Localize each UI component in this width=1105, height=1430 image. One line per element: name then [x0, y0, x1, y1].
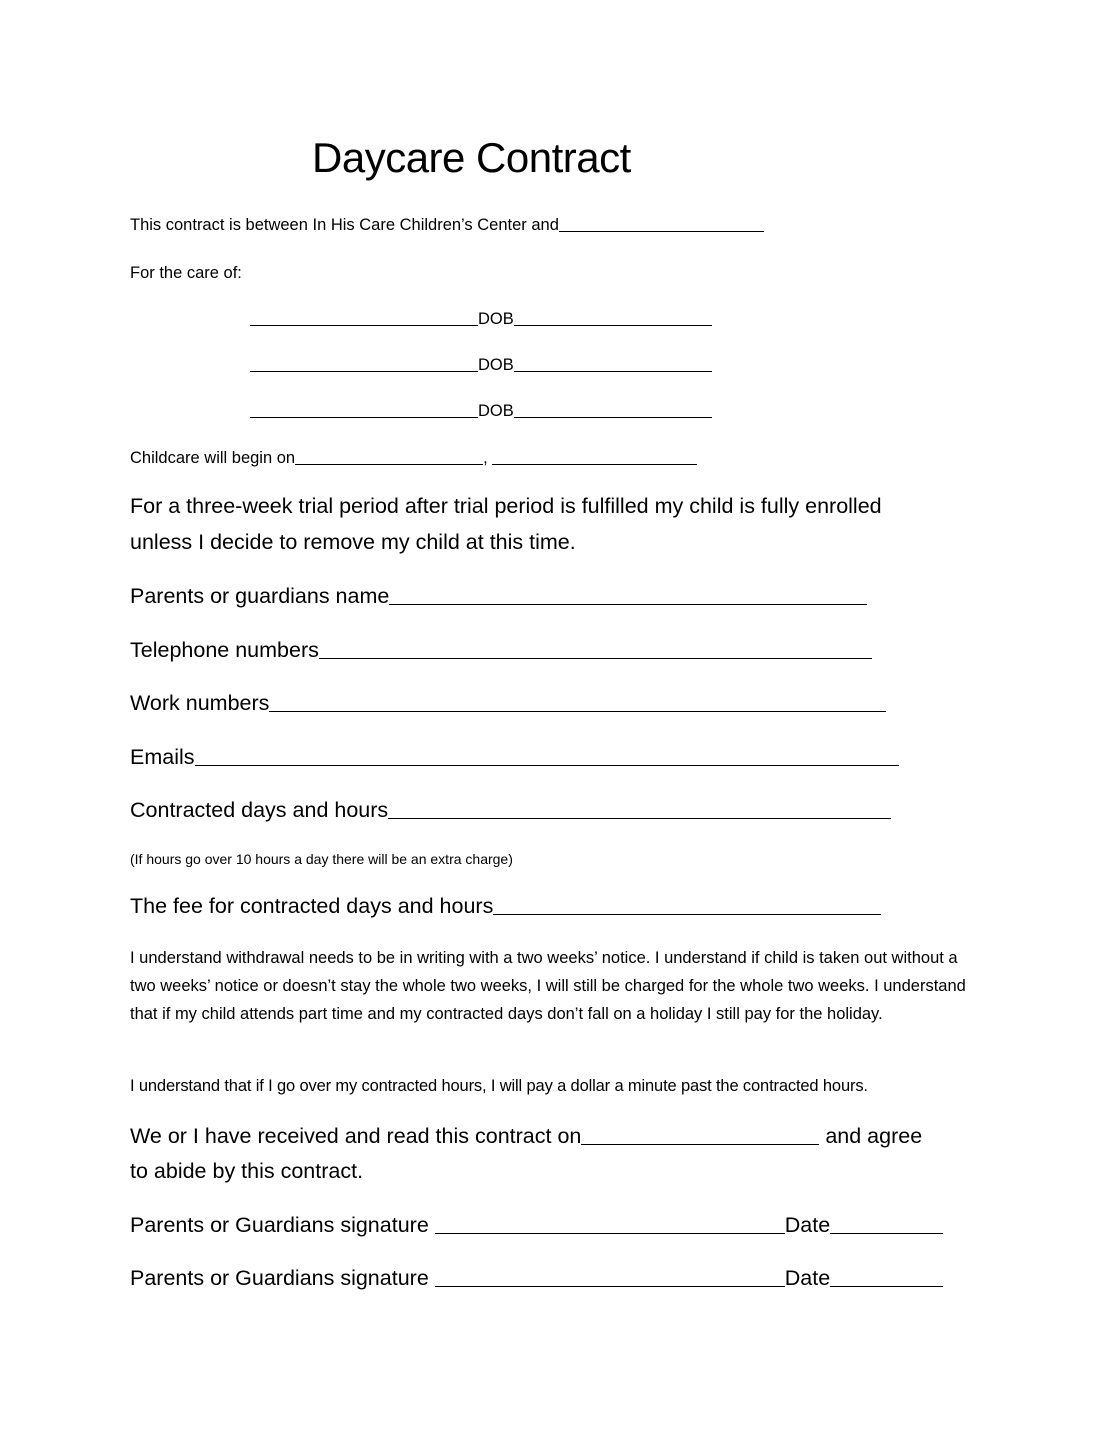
begin-line	[130, 449, 697, 468]
agreement-line-1	[130, 1124, 922, 1149]
fee-label: The fee for contracted days and hours	[130, 894, 494, 918]
begin-date-field[interactable]	[295, 463, 483, 465]
emails-label: Emails	[130, 745, 195, 769]
signature-row-1	[130, 1213, 943, 1238]
trial-line-1: For a three-week trial period after trial period is fulfilled my child is fully enrolled	[130, 494, 882, 518]
begin-label: Childcare will begin on	[130, 449, 296, 467]
parents-name-label: Parents or guardians name	[130, 584, 390, 608]
overtime-paragraph: I understand that if I go over my contracted hours, I will pay a dollar a minute past the contracted hours.	[130, 1077, 868, 1095]
overtime-note: (If hours go over 10 hours a day there will be an extra charge)	[130, 851, 513, 867]
agreement-line-2: to abide by this contract.	[130, 1159, 364, 1183]
signature-field-2[interactable]	[435, 1285, 785, 1287]
intro-line	[130, 216, 764, 235]
child-name-field-2[interactable]	[250, 370, 478, 372]
other-party-field[interactable]	[559, 230, 764, 232]
telephone-row	[130, 638, 872, 663]
telephone-label: Telephone numbers	[130, 638, 319, 662]
dob-field-3[interactable]	[514, 416, 712, 418]
withdrawal-paragraph: I understand withdrawal needs to be in writing with a two weeks’ notice. I understand if child is taken out without a two weeks’ notice or doesn’t stay the whole two weeks, I will still be charged for the whole two weeks. I understand that if my child attends part time and my contracted days don’t fall on a holiday I still pay for the holiday.	[130, 949, 966, 1023]
child-row-1	[250, 310, 712, 329]
dob-label-1: DOB	[478, 310, 514, 328]
work-row	[130, 691, 886, 716]
work-field[interactable]	[269, 710, 886, 712]
signature-label-2: Parents or Guardians signature	[130, 1266, 435, 1290]
emails-row	[130, 745, 899, 770]
child-name-field-1[interactable]	[250, 324, 478, 326]
date-label-2: Date	[784, 1266, 831, 1290]
date-label-1: Date	[784, 1213, 831, 1237]
contracted-field[interactable]	[388, 817, 891, 819]
parents-name-row	[130, 584, 867, 609]
agreement-date-field[interactable]	[581, 1143, 819, 1145]
signature-label-1: Parents or Guardians signature	[130, 1213, 435, 1237]
page-title: Daycare Contract	[312, 134, 631, 181]
agreement-suffix: and agree	[819, 1124, 923, 1148]
child-row-3	[250, 402, 712, 421]
dob-label-2: DOB	[478, 356, 514, 374]
signature-field-1[interactable]	[435, 1232, 785, 1234]
telephone-field[interactable]	[319, 657, 872, 659]
signature-row-2	[130, 1266, 943, 1291]
signature-date-field-2[interactable]	[830, 1285, 943, 1287]
signature-date-field-1[interactable]	[830, 1232, 943, 1234]
begin-separator: ,	[483, 449, 488, 467]
emails-field[interactable]	[195, 764, 899, 766]
trial-line-2: unless I decide to remove my child at this time.	[130, 530, 576, 554]
contracted-label: Contracted days and hours	[130, 798, 389, 822]
child-row-2	[250, 356, 712, 375]
contracted-row	[130, 798, 891, 823]
fee-field[interactable]	[493, 913, 881, 915]
care-of-label: For the care of:	[130, 264, 242, 282]
work-label: Work numbers	[130, 691, 270, 715]
child-name-field-3[interactable]	[250, 416, 478, 418]
fee-row	[130, 894, 881, 919]
dob-label-3: DOB	[478, 402, 514, 420]
agreement-prefix: We or I have received and read this contract on	[130, 1124, 582, 1148]
begin-year-field[interactable]	[492, 463, 697, 465]
parents-name-field[interactable]	[389, 603, 867, 605]
intro-text: This contract is between In His Care Children’s Center and	[130, 216, 559, 234]
dob-field-1[interactable]	[514, 324, 712, 326]
dob-field-2[interactable]	[514, 370, 712, 372]
